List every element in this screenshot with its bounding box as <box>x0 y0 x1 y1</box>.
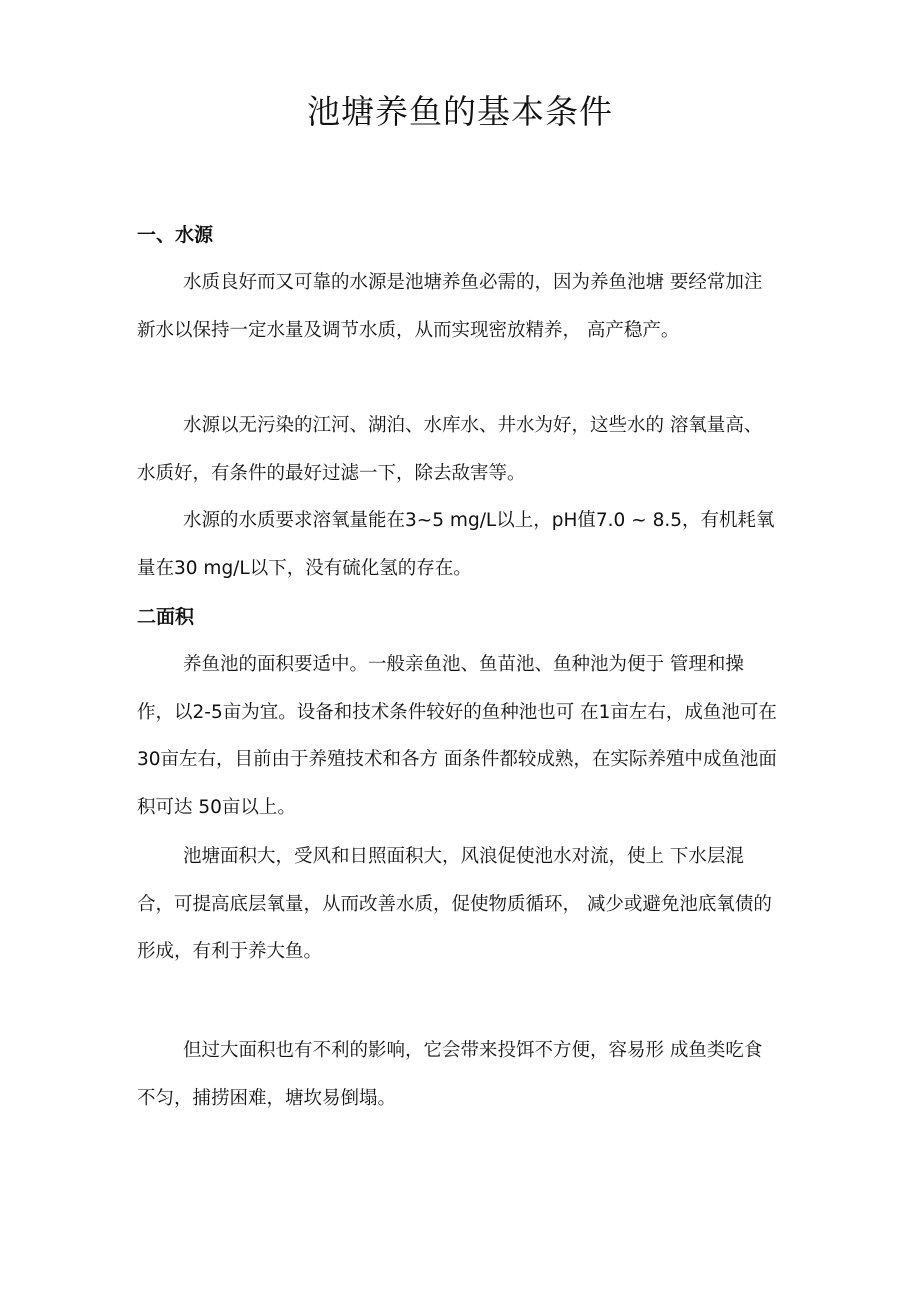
paragraph-water-requirements: 水源的水质要求溶氧量能在3~5 mg/L以上，pH值7.0 ~ 8.5，有机耗氧量在30 mg/L以下，没有硫化氢的存在。 <box>137 510 775 579</box>
page-title: 池塘养鱼的基本条件 <box>307 92 613 131</box>
paragraph-water-source-types: 水源以无污染的江河、湖泊、水库水、井水为好，这些水的 溶氧量高、水质好，有条件的最好过滤一下，除去敌害等。 <box>137 415 763 484</box>
section-heading-area: 二面积 <box>137 606 195 628</box>
paragraph-large-area-drawbacks: 但过大面积也有不利的影响，它会带来投饵不方便，容易形 成鱼类吃食不匀，捕捞困难，塘坎易倒塌。 <box>137 1040 763 1109</box>
section-heading-water-source: 一、水源 <box>137 224 214 246</box>
paragraph-water-quality: 水质良好而又可靠的水源是池塘养鱼必需的，因为养鱼池塘 要经常加注新水以保持一定水量及调节水质，从而实现密放精养， 高产稳产。 <box>137 272 763 341</box>
paragraph-pond-area: 养鱼池的面积要适中。一般亲鱼池、鱼苗池、鱼种池为便于 管理和操作，以2-5亩为宜。设备和技术条件较好的鱼种池也可 在1亩左右，成鱼池可在30亩左右，目前由于养殖技术和各方 面条件都较成熟，在实际养殖中成鱼池面积可达 50亩以上。 <box>137 654 777 818</box>
paragraph-large-area-benefits: 池塘面积大，受风和日照面积大，风浪促使池水对流，使上 下水层混合，可提高底层氧量，从而改善水质，促使物质循环， 减少或避免池底氧债的形成，有利于养大鱼。 <box>137 846 772 962</box>
